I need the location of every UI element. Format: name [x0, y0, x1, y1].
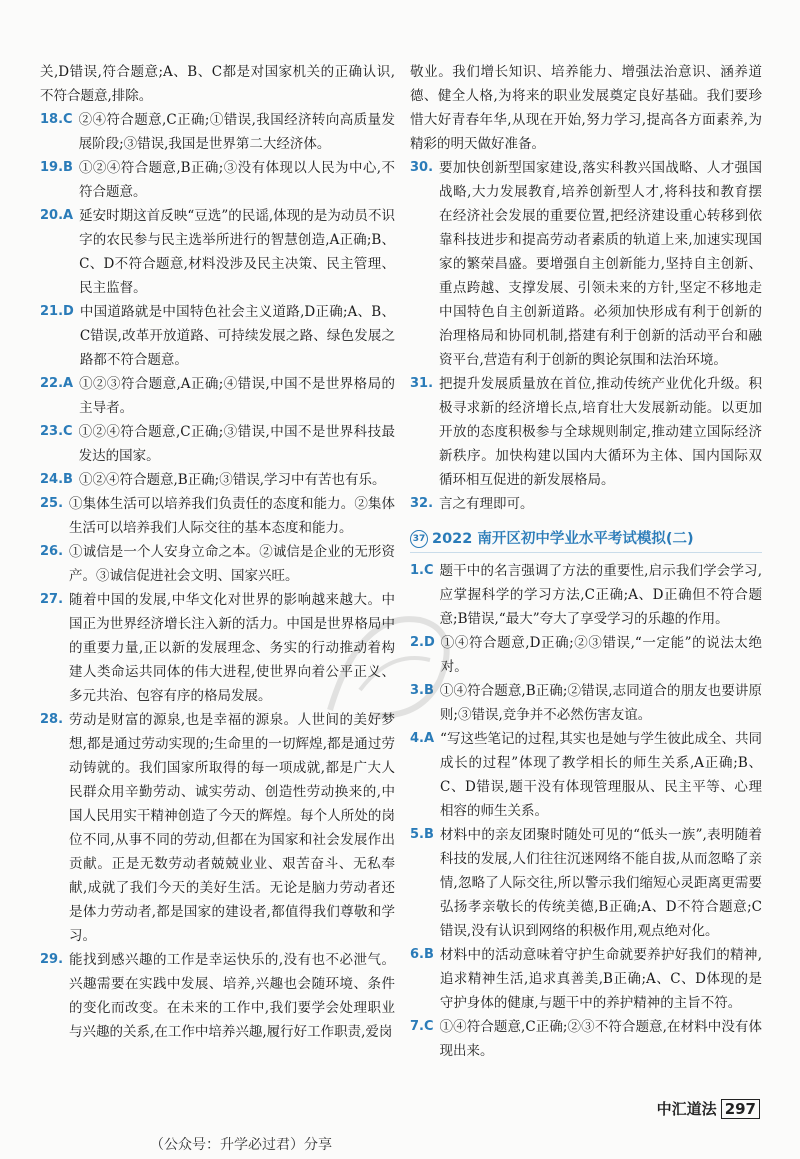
answer-item — [410, 727, 762, 823]
answer-item — [410, 156, 762, 372]
question-number: 27. — [40, 592, 64, 607]
question-number: 3.B — [410, 683, 434, 698]
question-number: 19.B — [40, 160, 73, 175]
section-title: 2022 南开区初中学业水平考试模拟(二) — [432, 531, 694, 547]
answer-text: 延安时期这首反映“豆选”的民谣,体现的是为动员不识字的农民参与民主选举所进行的智慧创造,A正确;B、C、D不符合题意,材料没涉及民主决策、民主管理、民主监督。 — [79, 208, 395, 296]
watermark-logo — [300, 590, 480, 740]
question-number: 5.B — [410, 827, 434, 842]
question-number: 26. — [40, 544, 64, 559]
answer-text: ①②④符合题意,B正确;③没有体现以人民为中心,不符合题意。 — [78, 160, 395, 200]
page-footer — [657, 1098, 760, 1119]
question-number: 29. — [40, 952, 64, 967]
question-number: 20.A — [40, 208, 74, 223]
answer-item — [40, 300, 395, 372]
answer-item — [40, 948, 395, 1044]
answer-text: 中国道路就是中国特色社会主义道路,D正确;A、B、C错误,改革开放道路、可持续发展之路、绿色发展之路都不符合题意。 — [79, 304, 395, 368]
answer-text: 把提升发展质量放在首位,推动传统产业优化升级。积极寻求新的经济增长点,培育壮大发展新动能。以更加开放的态度积极参与全球规则制定,推动建立国际经济新秩序。加快构建以国内大循环为主体、国内国际双循环相互促进的新发展格局。 — [439, 376, 762, 488]
answer-text: ①④符合题意,B正确;②错误,志同道合的朋友也要讲原则;③错误,竞争并不必然伤害友谊。 — [439, 683, 762, 723]
answer-text: ①集体生活可以培养我们负责任的态度和能力。②集体生活可以培养我们人际交往的基本态度和能力。 — [69, 496, 395, 536]
answer-text: “写这些笔记的过程,其实也是她与学生彼此成全、共同成长的过程”体现了教学相长的师生关系,A正确;B、C、D错误,题干没有体现管理服从、民主平等、心理相容的师生关系。 — [440, 731, 762, 819]
answer-item — [40, 108, 395, 156]
answer-text: 言之有理即可。 — [439, 496, 534, 512]
question-number: 22.A — [40, 376, 74, 391]
answer-item — [40, 420, 395, 468]
answer-item — [410, 492, 762, 516]
answer-text: 要加快创新型国家建设,落实科教兴国战略、人才强国战略,大力发展教育,培养创新型人才,将科技和教育摆在经济社会发展的重要位置,把经济建设重心转移到依靠科技进步和提高劳动者素质的轨道上来,加速实现国家的繁荣昌盛。要增强自主创新能力,坚持自主创新、重点跨越、支撑发展、引领未来的方针,坚定不移地走中国特色自主创新道路。必须加快形成有利于创新的治理格局和协同机制,搭建有利于创新的活动平台和融资平台,营造有利于创新的舆论氛围和法治环境。 — [439, 160, 762, 368]
answer-item — [410, 943, 762, 1015]
question-number: 24.B — [40, 472, 73, 487]
answer-text: 随着中国的发展,中华文化对世界的影响越来越大。中国正为世界经济增长注入新的活力。中国是世界格局中的重要力量,正以新的发展理念、务实的行动推动着构建人类命运共同体的伟大进程,使世界向着公平正义、多元共治、包容有序的格局发展。 — [69, 592, 395, 704]
question-number: 30. — [410, 160, 434, 175]
answer-item — [410, 823, 762, 943]
answer-item — [40, 372, 395, 420]
subject-label: 中汇道法 — [656, 1100, 717, 1118]
question-number: 32. — [410, 496, 434, 511]
answer-text: ①②④符合题意,C正确;③错误,中国不是世界科技最发达的国家。 — [78, 424, 395, 464]
question-number: 4.A — [410, 731, 435, 746]
question-number: 1.C — [410, 563, 434, 578]
answer-text: ①②③符合题意,A正确;④错误,中国不是世界格局的主导者。 — [79, 376, 395, 416]
answer-item — [40, 492, 395, 540]
answer-item — [40, 468, 395, 492]
answer-text: 材料中的活动意味着守护生命就要养护好我们的精神,追求精神生活,追求真善美,B正确;A、C、D体现的是守护身体的健康,与题干中的养护精神的主旨不符。 — [439, 947, 762, 1011]
question-number: 18.C — [40, 112, 73, 127]
section-number-badge: 37 — [410, 530, 428, 548]
question-number: 6.B — [410, 947, 434, 962]
answer-item — [40, 204, 395, 300]
question-number: 7.C — [410, 1019, 434, 1034]
answer-text: 题干中的名言强调了方法的重要性,启示我们学会学习,应掌握科学的学习方法,C正确;A、D正确但不符合题意;B错误,“最大”夸大了享受学习的乐趣的作用。 — [439, 563, 762, 627]
answer-item — [40, 156, 395, 204]
answer-text: ②④符合题意,C正确;①错误,我国经济转向高质量发展阶段;③错误,我国是世界第二大经济体。 — [78, 112, 395, 152]
answer-item — [410, 372, 762, 492]
right-column — [410, 60, 762, 1063]
left-continuation: 关,D错误,符合题意;A、B、C都是对国家机关的正确认识,不符合题意,排除。 — [40, 64, 395, 104]
answer-text: ①④符合题意,C正确;②③不符合题意,在材料中没有体现出来。 — [439, 1019, 762, 1059]
answer-text: ①诚信是一个人安身立命之本。②诚信是企业的无形资产。③诚信促进社会文明、国家兴旺。 — [69, 544, 395, 584]
right-continuation: 敬业。我们增长知识、培养能力、增强法治意识、涵养道德、健全人格,为将来的职业发展奠定良好基础。我们要珍惜大好青春年华,从现在开始,努力学习,提高各方面素养,为精彩的明天做好准备。 — [410, 64, 762, 152]
answer-text: 劳动是财富的源泉,也是幸福的源泉。人世间的美好梦想,都是通过劳动实现的;生命里的一切辉煌,都是通过劳动铸就的。我们国家所取得的每一项成就,都是广大人民群众用辛勤劳动、诚实劳动、创造性劳动换来的,中国人民用实干精神创造了今天的辉煌。每个人所处的岗位不同,从事不同的劳动,但都在为国家和社会发展作出贡献。正是无数劳动者兢兢业业、艰苦奋斗、无私奉献,成就了我们今天的美好生活。无论是脑力劳动者还是体力劳动者,都是国家的建设者,都值得我们尊敬和学习。 — [69, 712, 395, 944]
question-number: 21.D — [40, 304, 74, 319]
question-number: 2.D — [410, 635, 435, 650]
answer-item — [410, 1015, 762, 1063]
share-note: （公众号：升学必过君）分享 — [150, 1137, 332, 1153]
answer-text: 材料中的亲友团聚时随处可见的“低头一族”,表明随着科技的发展,人们往往沉迷网络不能自拔,从而忽略了亲情,忽略了人际交往,所以警示我们缩短心灵距离更需要弘扬孝亲敬长的传统美德,B正确;A、D不符合题意;C错误,没有认识到网络的积极作用,观点绝对化。 — [439, 827, 762, 939]
answer-text: ①④符合题意,D正确;②③错误,“一定能”的说法太绝对。 — [440, 635, 762, 675]
left-column — [40, 60, 395, 1044]
answer-text: ①②④符合题意,B正确;③错误,学习中有苦也有乐。 — [78, 472, 386, 488]
section-heading — [410, 526, 762, 553]
question-number: 25. — [40, 496, 64, 511]
answer-item — [40, 540, 395, 588]
answer-text: 能找到感兴趣的工作是幸运快乐的,没有也不必泄气。兴趣需要在实践中发展、培养,兴趣也会随环境、条件的变化而改变。在未来的工作中,我们要学会处理职业与兴趣的关系,在工作中培养兴趣,履行好工作职责,爱岗 — [69, 952, 395, 1040]
answer-item — [40, 708, 395, 948]
page-number: 297 — [721, 1099, 760, 1119]
question-number: 28. — [40, 712, 64, 727]
question-number: 31. — [410, 376, 434, 391]
question-number: 23.C — [40, 424, 73, 439]
